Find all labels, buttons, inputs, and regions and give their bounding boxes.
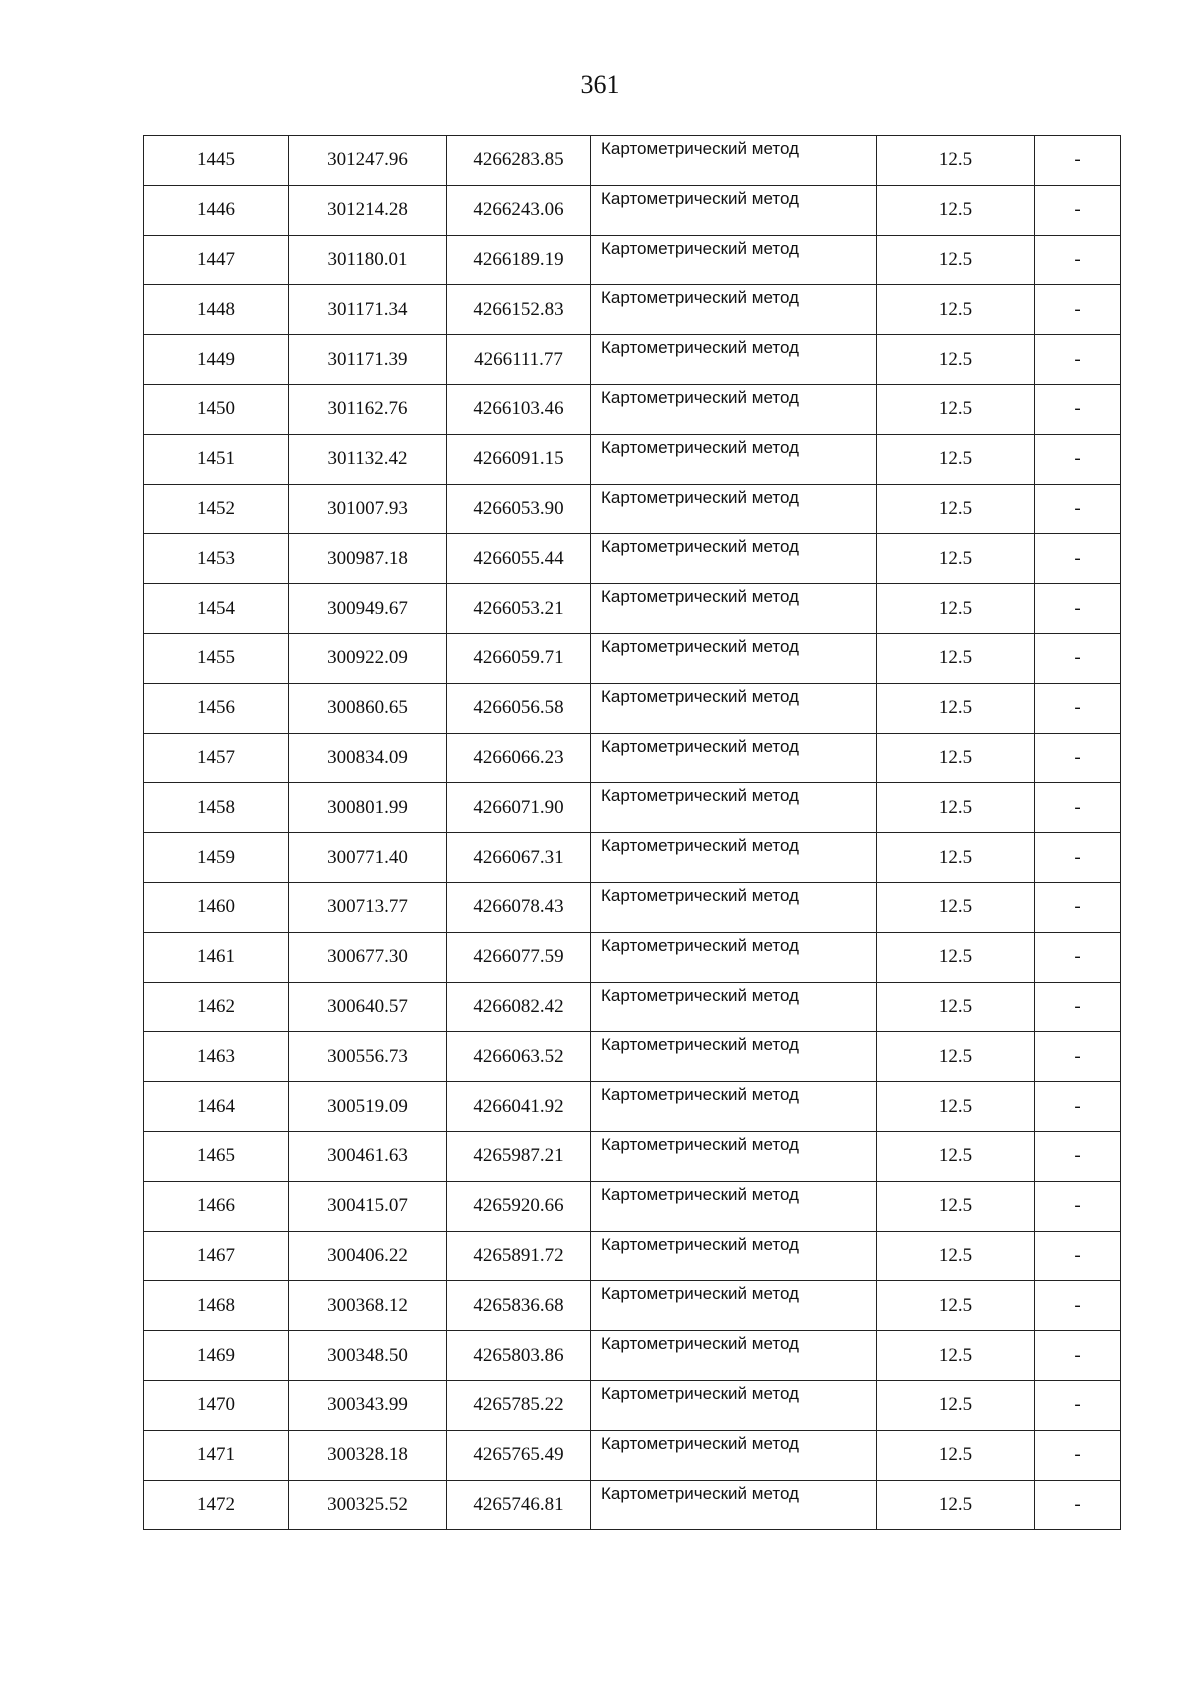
note-cell: - [1035, 783, 1121, 833]
point-number-cell: 1463 [144, 1032, 289, 1082]
accuracy-cell: 12.5 [877, 1231, 1035, 1281]
accuracy-cell: 12.5 [877, 783, 1035, 833]
x-coordinate-cell: 300368.12 [289, 1281, 447, 1331]
y-coordinate-cell: 4266053.90 [447, 484, 591, 534]
table-row [144, 136, 1121, 186]
y-coordinate-cell: 4265765.49 [447, 1430, 591, 1480]
accuracy-cell: 12.5 [877, 1331, 1035, 1381]
y-coordinate-cell: 4265803.86 [447, 1331, 591, 1381]
note-cell: - [1035, 1231, 1121, 1281]
y-coordinate-cell: 4266056.58 [447, 683, 591, 733]
note-cell: - [1035, 384, 1121, 434]
note-cell: - [1035, 882, 1121, 932]
method-cell: Картометрический метод [591, 584, 877, 634]
table-row [144, 534, 1121, 584]
method-cell: Картометрический метод [591, 1082, 877, 1132]
method-cell: Картометрический метод [591, 185, 877, 235]
y-coordinate-cell: 4265746.81 [447, 1480, 591, 1530]
y-coordinate-cell: 4266077.59 [447, 932, 591, 982]
note-cell: - [1035, 633, 1121, 683]
y-coordinate-cell: 4266243.06 [447, 185, 591, 235]
y-coordinate-cell: 4265987.21 [447, 1131, 591, 1181]
accuracy-cell: 12.5 [877, 1430, 1035, 1480]
y-coordinate-cell: 4266066.23 [447, 733, 591, 783]
method-cell: Картометрический метод [591, 235, 877, 285]
method-cell: Картометрический метод [591, 783, 877, 833]
x-coordinate-cell: 300713.77 [289, 882, 447, 932]
note-cell: - [1035, 683, 1121, 733]
y-coordinate-cell: 4266152.83 [447, 285, 591, 335]
table-row [144, 335, 1121, 385]
method-cell: Картометрический метод [591, 384, 877, 434]
y-coordinate-cell: 4266283.85 [447, 136, 591, 186]
table-row [144, 1480, 1121, 1530]
accuracy-cell: 12.5 [877, 982, 1035, 1032]
note-cell: - [1035, 833, 1121, 883]
y-coordinate-cell: 4266041.92 [447, 1082, 591, 1132]
table-row [144, 1181, 1121, 1231]
x-coordinate-cell: 300519.09 [289, 1082, 447, 1132]
table-row [144, 932, 1121, 982]
point-number-cell: 1453 [144, 534, 289, 584]
y-coordinate-cell: 4265891.72 [447, 1231, 591, 1281]
note-cell: - [1035, 982, 1121, 1032]
note-cell: - [1035, 1380, 1121, 1430]
point-number-cell: 1449 [144, 335, 289, 385]
method-cell: Картометрический метод [591, 484, 877, 534]
x-coordinate-cell: 300771.40 [289, 833, 447, 883]
note-cell: - [1035, 534, 1121, 584]
y-coordinate-cell: 4266055.44 [447, 534, 591, 584]
accuracy-cell: 12.5 [877, 384, 1035, 434]
y-coordinate-cell: 4266063.52 [447, 1032, 591, 1082]
coordinates-table [143, 135, 1121, 1530]
x-coordinate-cell: 300343.99 [289, 1380, 447, 1430]
point-number-cell: 1447 [144, 235, 289, 285]
x-coordinate-cell: 300461.63 [289, 1131, 447, 1181]
note-cell: - [1035, 584, 1121, 634]
x-coordinate-cell: 301214.28 [289, 185, 447, 235]
point-number-cell: 1470 [144, 1380, 289, 1430]
x-coordinate-cell: 300556.73 [289, 1032, 447, 1082]
point-number-cell: 1462 [144, 982, 289, 1032]
point-number-cell: 1460 [144, 882, 289, 932]
page-number: 361 [580, 70, 620, 99]
note-cell: - [1035, 1082, 1121, 1132]
y-coordinate-cell: 4266078.43 [447, 882, 591, 932]
x-coordinate-cell: 300834.09 [289, 733, 447, 783]
note-cell: - [1035, 484, 1121, 534]
x-coordinate-cell: 300677.30 [289, 932, 447, 982]
x-coordinate-cell: 300325.52 [289, 1480, 447, 1530]
point-number-cell: 1445 [144, 136, 289, 186]
method-cell: Картометрический метод [591, 1480, 877, 1530]
accuracy-cell: 12.5 [877, 335, 1035, 385]
table-row [144, 1231, 1121, 1281]
y-coordinate-cell: 4266053.21 [447, 584, 591, 634]
note-cell: - [1035, 1181, 1121, 1231]
table-row [144, 1281, 1121, 1331]
method-cell: Картометрический метод [591, 1181, 877, 1231]
method-cell: Картометрический метод [591, 733, 877, 783]
table-row [144, 1032, 1121, 1082]
y-coordinate-cell: 4265836.68 [447, 1281, 591, 1331]
x-coordinate-cell: 300415.07 [289, 1181, 447, 1231]
method-cell: Картометрический метод [591, 1032, 877, 1082]
coordinates-table-body [144, 136, 1121, 1530]
method-cell: Картометрический метод [591, 1380, 877, 1430]
note-cell: - [1035, 185, 1121, 235]
method-cell: Картометрический метод [591, 633, 877, 683]
accuracy-cell: 12.5 [877, 484, 1035, 534]
y-coordinate-cell: 4265920.66 [447, 1181, 591, 1231]
x-coordinate-cell: 300348.50 [289, 1331, 447, 1381]
point-number-cell: 1450 [144, 384, 289, 434]
y-coordinate-cell: 4266071.90 [447, 783, 591, 833]
note-cell: - [1035, 434, 1121, 484]
method-cell: Картометрический метод [591, 434, 877, 484]
method-cell: Картометрический метод [591, 1281, 877, 1331]
point-number-cell: 1451 [144, 434, 289, 484]
point-number-cell: 1461 [144, 932, 289, 982]
table-row [144, 285, 1121, 335]
x-coordinate-cell: 300860.65 [289, 683, 447, 733]
note-cell: - [1035, 733, 1121, 783]
table-row [144, 1380, 1121, 1430]
method-cell: Картометрический метод [591, 335, 877, 385]
point-number-cell: 1454 [144, 584, 289, 634]
accuracy-cell: 12.5 [877, 1131, 1035, 1181]
table-row [144, 683, 1121, 733]
point-number-cell: 1467 [144, 1231, 289, 1281]
accuracy-cell: 12.5 [877, 434, 1035, 484]
accuracy-cell: 12.5 [877, 534, 1035, 584]
note-cell: - [1035, 335, 1121, 385]
table-row [144, 434, 1121, 484]
accuracy-cell: 12.5 [877, 1380, 1035, 1430]
table-row [144, 833, 1121, 883]
method-cell: Картометрический метод [591, 982, 877, 1032]
table-row [144, 584, 1121, 634]
table-row [144, 1331, 1121, 1381]
table-row [144, 1082, 1121, 1132]
method-cell: Картометрический метод [591, 534, 877, 584]
x-coordinate-cell: 300987.18 [289, 534, 447, 584]
y-coordinate-cell: 4265785.22 [447, 1380, 591, 1430]
point-number-cell: 1466 [144, 1181, 289, 1231]
note-cell: - [1035, 1430, 1121, 1480]
method-cell: Картометрический метод [591, 1131, 877, 1181]
table-row [144, 783, 1121, 833]
accuracy-cell: 12.5 [877, 136, 1035, 186]
point-number-cell: 1464 [144, 1082, 289, 1132]
accuracy-cell: 12.5 [877, 1181, 1035, 1231]
x-coordinate-cell: 301007.93 [289, 484, 447, 534]
note-cell: - [1035, 285, 1121, 335]
point-number-cell: 1468 [144, 1281, 289, 1331]
accuracy-cell: 12.5 [877, 932, 1035, 982]
table-row [144, 384, 1121, 434]
x-coordinate-cell: 300406.22 [289, 1231, 447, 1281]
point-number-cell: 1448 [144, 285, 289, 335]
table-row [144, 882, 1121, 932]
note-cell: - [1035, 1032, 1121, 1082]
point-number-cell: 1465 [144, 1131, 289, 1181]
accuracy-cell: 12.5 [877, 1082, 1035, 1132]
point-number-cell: 1469 [144, 1331, 289, 1381]
table-row [144, 982, 1121, 1032]
table-row [144, 733, 1121, 783]
y-coordinate-cell: 4266103.46 [447, 384, 591, 434]
accuracy-cell: 12.5 [877, 584, 1035, 634]
accuracy-cell: 12.5 [877, 683, 1035, 733]
x-coordinate-cell: 300922.09 [289, 633, 447, 683]
method-cell: Картометрический метод [591, 932, 877, 982]
method-cell: Картометрический метод [591, 833, 877, 883]
x-coordinate-cell: 300949.67 [289, 584, 447, 634]
accuracy-cell: 12.5 [877, 733, 1035, 783]
y-coordinate-cell: 4266067.31 [447, 833, 591, 883]
y-coordinate-cell: 4266189.19 [447, 235, 591, 285]
table-row [144, 633, 1121, 683]
method-cell: Картометрический метод [591, 285, 877, 335]
method-cell: Картометрический метод [591, 1231, 877, 1281]
accuracy-cell: 12.5 [877, 833, 1035, 883]
accuracy-cell: 12.5 [877, 1281, 1035, 1331]
note-cell: - [1035, 1480, 1121, 1530]
accuracy-cell: 12.5 [877, 235, 1035, 285]
accuracy-cell: 12.5 [877, 633, 1035, 683]
accuracy-cell: 12.5 [877, 1480, 1035, 1530]
y-coordinate-cell: 4266082.42 [447, 982, 591, 1032]
table-row [144, 1131, 1121, 1181]
x-coordinate-cell: 301162.76 [289, 384, 447, 434]
table-row [144, 235, 1121, 285]
accuracy-cell: 12.5 [877, 285, 1035, 335]
x-coordinate-cell: 301132.42 [289, 434, 447, 484]
note-cell: - [1035, 932, 1121, 982]
table-row [144, 185, 1121, 235]
point-number-cell: 1472 [144, 1480, 289, 1530]
x-coordinate-cell: 301171.39 [289, 335, 447, 385]
method-cell: Картометрический метод [591, 1331, 877, 1381]
x-coordinate-cell: 301247.96 [289, 136, 447, 186]
method-cell: Картометрический метод [591, 136, 877, 186]
method-cell: Картометрический метод [591, 1430, 877, 1480]
x-coordinate-cell: 301180.01 [289, 235, 447, 285]
point-number-cell: 1459 [144, 833, 289, 883]
y-coordinate-cell: 4266059.71 [447, 633, 591, 683]
accuracy-cell: 12.5 [877, 185, 1035, 235]
x-coordinate-cell: 300328.18 [289, 1430, 447, 1480]
point-number-cell: 1455 [144, 633, 289, 683]
point-number-cell: 1458 [144, 783, 289, 833]
point-number-cell: 1456 [144, 683, 289, 733]
method-cell: Картометрический метод [591, 683, 877, 733]
accuracy-cell: 12.5 [877, 1032, 1035, 1082]
note-cell: - [1035, 1331, 1121, 1381]
note-cell: - [1035, 1281, 1121, 1331]
x-coordinate-cell: 301171.34 [289, 285, 447, 335]
accuracy-cell: 12.5 [877, 882, 1035, 932]
y-coordinate-cell: 4266111.77 [447, 335, 591, 385]
table-row [144, 1430, 1121, 1480]
note-cell: - [1035, 136, 1121, 186]
method-cell: Картометрический метод [591, 882, 877, 932]
note-cell: - [1035, 235, 1121, 285]
x-coordinate-cell: 300640.57 [289, 982, 447, 1032]
y-coordinate-cell: 4266091.15 [447, 434, 591, 484]
point-number-cell: 1452 [144, 484, 289, 534]
x-coordinate-cell: 300801.99 [289, 783, 447, 833]
point-number-cell: 1446 [144, 185, 289, 235]
table-row [144, 484, 1121, 534]
point-number-cell: 1457 [144, 733, 289, 783]
point-number-cell: 1471 [144, 1430, 289, 1480]
note-cell: - [1035, 1131, 1121, 1181]
